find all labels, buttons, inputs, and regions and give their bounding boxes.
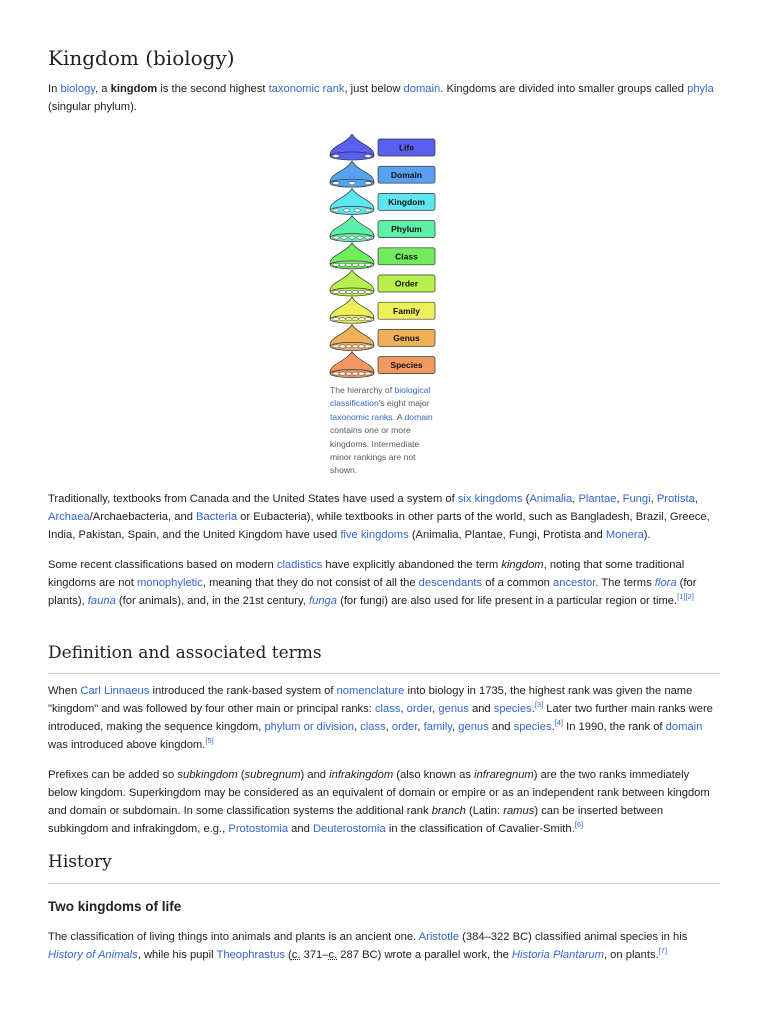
text: (for fungi) are also used for life present in a particular region or time. [336,595,678,607]
text: of a common [482,577,554,589]
text: and [468,703,494,715]
subgroup-dot [365,345,371,348]
text: 's eight major [378,398,430,409]
link-phylum-or-division[interactable]: phylum or division [264,721,354,733]
text: and [288,823,313,835]
subgroup-dot [339,345,345,348]
text: When [48,685,81,697]
link-animalia[interactable]: Animalia [529,493,573,505]
rank-label: Life [398,142,415,153]
link-domain[interactable]: domain [404,411,433,422]
link-genus[interactable]: genus [458,721,489,733]
citation-1[interactable]: [1] [677,592,686,601]
link-five-kingdoms[interactable]: five kingdoms [340,529,409,541]
link-biology[interactable]: biology [60,83,96,95]
subgroup-dot [343,209,349,212]
italic-infraregnum: infraregnum [474,769,534,781]
link-bacteria[interactable]: Bacteria [196,511,238,523]
text: have explicitly abandoned the term [322,559,502,571]
link-carl-linnaeus[interactable]: Carl Linnaeus [80,685,150,697]
taxonomic-ranks-diagram[interactable] [328,132,438,382]
subgroup-dot [365,290,371,293]
text: ) can be inserted between subkingdom and infrakingdom, e.g., [48,805,664,835]
text: , [694,493,698,505]
link-deuterostomia[interactable]: Deuterostomia [312,823,386,835]
text: ). [643,529,651,541]
section-divider [48,673,720,674]
subgroup-dot [352,263,358,266]
link-fauna[interactable]: fauna [87,595,116,607]
text: /Archaebacteria, and [89,511,197,523]
text: , [400,703,407,715]
link-class[interactable]: class [374,703,401,715]
rank-genus[interactable] [330,324,435,350]
italic-subregnum: subregnum [244,769,301,781]
citation-5[interactable]: [5] [205,736,214,745]
link-nomenclature[interactable]: nomenclature [336,685,405,697]
subgroup-dot [333,154,339,157]
text: , [452,721,459,733]
section-heading-definition: Definition and associated terms [48,643,322,663]
link-flora[interactable]: flora [654,577,677,589]
subgroup-dot [346,345,352,348]
text: Prefixes can be added so [48,769,178,781]
link-six-kingdoms[interactable]: six kingdoms [457,493,523,505]
link-protista[interactable]: Protista [656,493,695,505]
text: Some recent classifications based on modern [48,559,277,571]
text: (singular phylum). [48,101,137,113]
paragraph-linnaeus [48,682,720,754]
text: . [551,721,555,733]
paragraph-cladistics [48,556,720,610]
text: Traditionally, textbooks from Canada and the United States have used a system of [48,493,458,505]
rank-label: Domain [390,169,423,180]
rank-label: Class [395,251,418,262]
subgroup-dot [365,236,371,239]
abbr-circa: c. [291,949,301,961]
abbr-circa: c. [328,949,338,961]
text: ( [522,493,530,505]
link-biological-classification[interactable]: biological classification [330,385,431,409]
text: into biology in 1735, the highest rank was given the name "kingdom" and was followed by four other main or principal ranks: [48,685,693,715]
rank-class[interactable] [330,243,435,269]
text: (for plants), [48,577,697,607]
link-cladistics[interactable]: cladistics [276,559,323,571]
italic-subkingdom: subkingdom [177,769,238,781]
link-plantae[interactable]: Plantae [578,493,617,505]
text: ( [284,949,292,961]
page-title: Kingdom (biology) [48,46,235,70]
text: , meaning that they do not consist of all the [202,577,419,589]
link-species[interactable]: species [493,703,532,715]
rank-life[interactable] [330,134,435,160]
rank-label: Kingdom [388,197,425,207]
text: , [353,721,361,733]
link-class[interactable]: class [360,721,386,733]
text: . A [392,411,405,422]
subgroup-dot [339,263,345,266]
text: ) and [300,769,330,781]
rank-label: Genus [393,333,420,343]
subgroup-dot [349,182,355,185]
subgroup-dot [365,263,371,266]
subgroup-dot [346,318,352,321]
rank-phylum[interactable] [330,216,435,242]
subgroup-dot [365,154,371,157]
figure-caption [330,384,440,478]
subgroup-dot [339,290,345,293]
text: (Latin: [465,805,504,817]
subgroup-dot [358,318,364,321]
link-funga[interactable]: funga [308,595,337,607]
text: , [572,493,579,505]
text: , [616,493,623,505]
link-genus[interactable]: genus [438,703,469,715]
text: (384–322 BC) classified animal species in his [459,931,688,943]
text: is the second highest [157,83,269,95]
text: Later two further main ranks were introduced, making the sequence kingdom, [48,703,713,733]
link-domain[interactable]: domain [665,721,703,733]
subgroup-dot [354,209,360,212]
link-protostomia[interactable]: Protostomia [228,823,289,835]
paragraph-kingdom-systems [48,490,720,544]
text: (for animals), and, in the 21st century, [115,595,309,607]
text: 371– [300,949,329,961]
text: (Animalia, Plantae, Fungi, Protista and [408,529,606,541]
text: In [48,83,61,95]
subgroup-dot [352,290,358,293]
link-descendants[interactable]: descendants [418,577,483,589]
link-taxonomic-ranks[interactable]: taxonomic ranks [330,411,393,422]
text: , [432,703,439,715]
bold-kingdom: kingdom [110,83,158,95]
citation-7[interactable]: [7] [658,946,668,955]
subgroup-dot [365,372,371,375]
paragraph-aristotle [48,928,720,964]
text: , just below [344,83,404,95]
citation-2[interactable]: [2] [685,592,694,601]
link-family[interactable]: family [423,721,453,733]
subgroup-dot [333,345,339,348]
text: , [650,493,657,505]
subgroup-dot [352,318,358,321]
text: or Eubacteria), while textbooks in other parts of the world, such as Bangladesh, Brazil, Greece, India, Pakistan, Spain, and the United Kingdom have used [48,511,710,541]
intro-paragraph [48,80,720,116]
link-domain[interactable]: domain [403,83,441,95]
link-history-of-animals[interactable]: History of Animals [48,949,138,961]
section-divider [48,883,720,884]
link-aristotle[interactable]: Aristotle [418,931,460,943]
text: , noting that some traditional kingdoms are not [48,559,685,589]
text: . Kingdoms are divided into smaller groups called [440,83,688,95]
text: , a [95,83,111,95]
rank-label: Phylum [391,224,422,235]
subgroup-dot [349,236,355,239]
subgroup-dot [358,290,364,293]
subgroup-dot [365,318,371,321]
subgroup-dot [339,372,345,375]
rank-family[interactable] [330,297,435,323]
subgroup-dot [346,372,352,375]
link-ancestor[interactable]: ancestor [553,577,596,589]
text: , [385,721,392,733]
italic-kingdom: kingdom [501,559,544,571]
link-species[interactable]: species [513,721,552,733]
subgroup-dot [358,345,364,348]
text: In 1990, the rank of [563,721,666,733]
text: ( [237,769,245,781]
text: was introduced above kingdom. [48,739,206,751]
link-historia-plantarum[interactable]: Historia Plantarum [511,949,604,961]
citation-3[interactable]: [3] [534,700,544,709]
citation-4[interactable]: [4] [554,718,564,727]
text: ) are the two ranks immediately below kingdom. Superkingdom may be considered as an equivalent of domain or empire or as an independent rank between kingdom and domain or subdomain. In some classification systems the additional rank [48,769,710,817]
subgroup-dot [333,318,339,321]
subgroup-dot [346,290,352,293]
subgroup-dot [341,236,347,239]
link-theophrastus[interactable]: Theophrastus [216,949,285,961]
subgroup-dot [357,236,363,239]
subgroup-dot [346,263,352,266]
link-order[interactable]: order [391,721,418,733]
subgroup-dot [333,209,339,212]
italic-branch: branch [431,805,466,817]
text: introduced the rank-based system of [149,685,337,697]
text: and [488,721,514,733]
link-fungi[interactable]: Fungi [622,493,651,505]
text: in the classification of Cavalier-Smith. [385,823,575,835]
subgroup-dot [365,182,371,185]
link-monera[interactable]: Monera [605,529,644,541]
subgroup-dot [358,372,364,375]
text: The classification of living things into animals and plants is an ancient one. [48,931,419,943]
paragraph-prefixes [48,766,720,838]
text: The hierarchy of [330,385,395,395]
link-taxonomic-rank[interactable]: taxonomic rank [268,83,345,95]
text: . [531,703,535,715]
subgroup-dot [352,372,358,375]
subgroup-dot [352,345,358,348]
rank-label: Species [390,360,423,371]
rank-domain[interactable] [330,161,435,187]
subgroup-dot [333,372,339,375]
text: , on plants. [603,949,659,961]
italic-ramus: ramus [503,805,535,817]
text: contains one or more kingdoms. Intermediate minor rankings are not shown. [330,425,420,476]
section-heading-history: History [48,852,112,872]
link-order[interactable]: order [406,703,433,715]
text: (also known as [393,769,475,781]
subsection-heading-two-kingdoms: Two kingdoms of life [48,899,182,914]
text: . The terms [595,577,655,589]
text: 287 BC) wrote a parallel work, the [337,949,512,961]
text: , [417,721,424,733]
text: , while his pupil [137,949,217,961]
rank-kingdom[interactable] [330,188,435,214]
subgroup-dot [333,263,339,266]
subgroup-dot [333,236,339,239]
rank-label: Family [393,305,420,316]
rank-species[interactable] [330,352,435,378]
hierarchy-figure [328,132,438,478]
subgroup-dot [339,318,345,321]
subgroup-dot [333,290,339,293]
link-monophyletic[interactable]: monophyletic [136,577,203,589]
italic-infrakingdom: infrakingdom [329,769,394,781]
subgroup-dot [365,209,371,212]
rank-order[interactable] [330,270,435,296]
citation-6[interactable]: [6] [574,820,584,829]
link-archaea[interactable]: Archaea [48,511,90,523]
subgroup-dot [333,182,339,185]
rank-label: Order [394,278,419,289]
link-phyla[interactable]: phyla [687,83,714,95]
subgroup-dot [358,263,364,266]
